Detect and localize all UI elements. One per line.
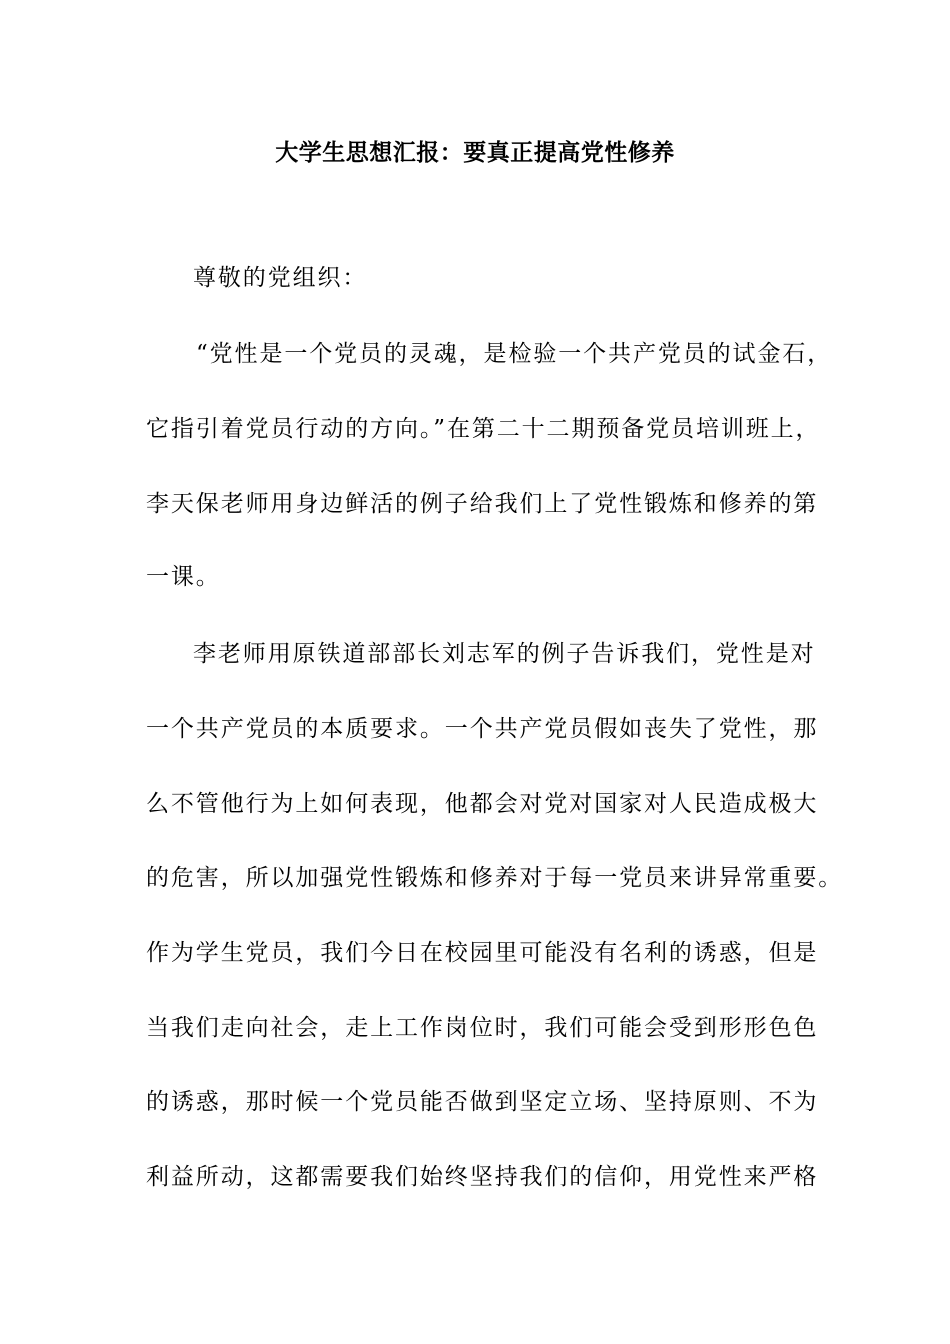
paragraph-line: 的危害，所以加强党性锻炼和修养对于每一党员来讲异常重要。 — [146, 865, 844, 891]
paragraph-line: 一课。 — [146, 564, 221, 590]
document-title: 大学生思想汇报：要真正提高党性修养 — [275, 139, 675, 166]
paragraph-line: 一个共产党员的本质要求。一个共产党员假如丧失了党性，那 — [146, 716, 819, 742]
paragraph-line: 么不管他行为上如何表现，他都会对党对国家对人民造成极大 — [146, 791, 819, 817]
paragraph-line: 利益所动，这都需要我们始终坚持我们的信仰，用党性来严格 — [146, 1164, 819, 1190]
paragraph-line: 当我们走向社会，走上工作岗位时，我们可能会受到形形色色 — [146, 1015, 819, 1041]
paragraph-line: 李老师用原铁道部部长刘志军的例子告诉我们，党性是对 — [193, 641, 816, 667]
paragraph-line: 李天保老师用身边鲜活的例子给我们上了党性锻炼和修养的第 — [146, 491, 819, 517]
paragraph-line: 作为学生党员，我们今日在校园里可能没有名利的诱惑，但是 — [146, 940, 819, 966]
paragraph-line: 它指引着党员行动的方向。”在第二十二期预备党员培训班上， — [146, 416, 821, 442]
paragraph-line: 的诱惑，那时候一个党员能否做到坚定立场、坚持原则、不为 — [146, 1089, 819, 1115]
salutation: 尊敬的党组织： — [193, 265, 368, 291]
paragraph-line: “党性是一个党员的灵魂，是检验一个共产党员的试金石， — [196, 341, 833, 367]
